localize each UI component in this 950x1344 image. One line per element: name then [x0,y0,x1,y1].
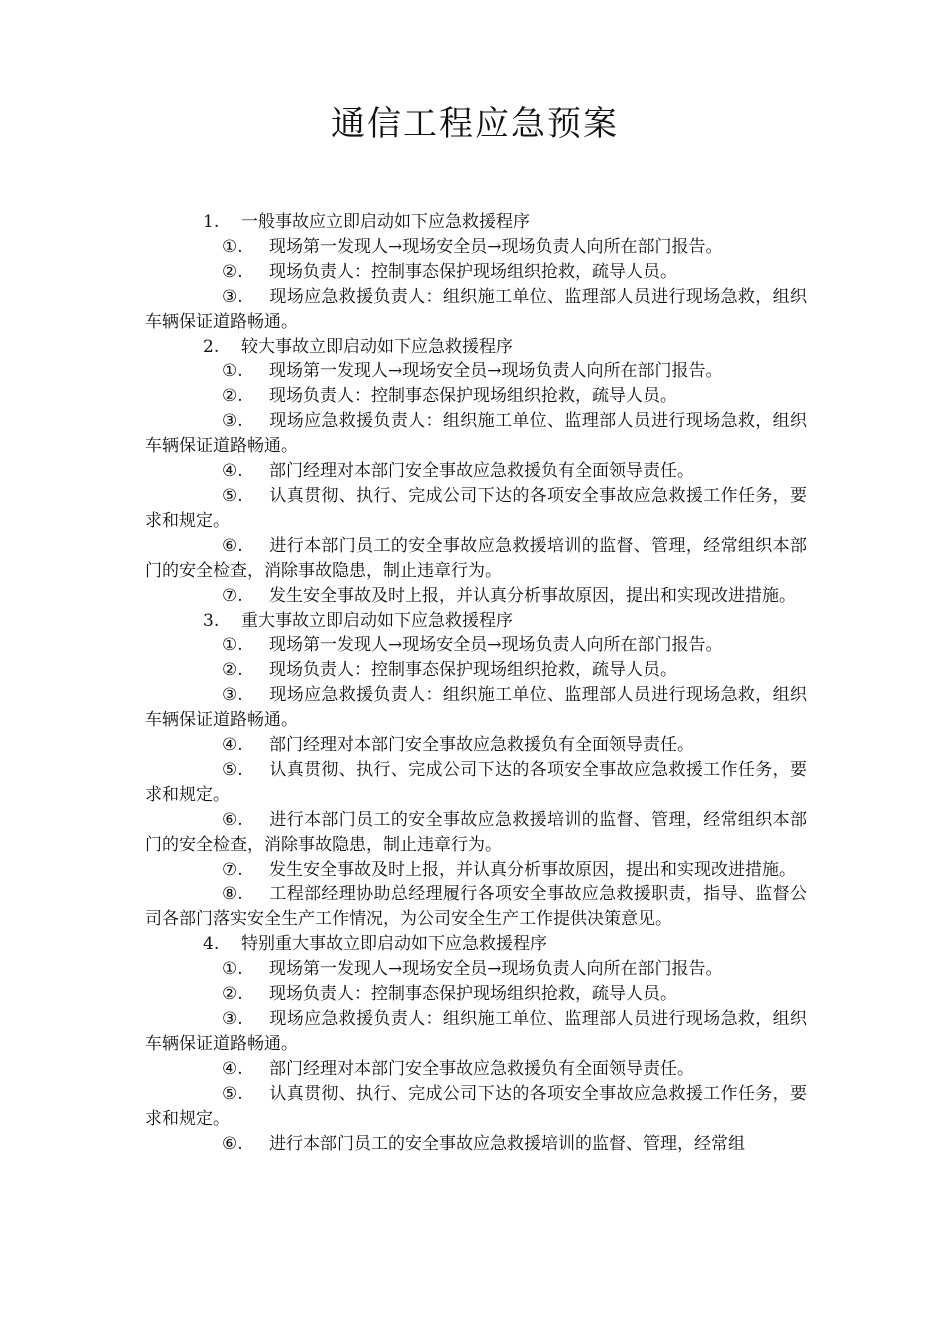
item-text: 部门经理对本部门安全事故应急救援负有全面领导责任。 [269,1058,694,1079]
item-number: ⑥. [222,1133,243,1154]
list-item [145,235,807,260]
section-heading [145,932,807,957]
item-text: 现场第一发现人→现场安全员→现场负责人向所在部门报告。 [269,959,723,980]
document-body [145,210,807,1156]
list-item [145,882,807,932]
section-number: 3. [203,610,220,631]
item-text: 现场第一发现人→现场安全员→现场负责人向所在部门报告。 [269,635,723,656]
item-text: 现场第一发现人→现场安全员→现场负责人向所在部门报告。 [269,236,723,257]
item-number: ④. [222,1058,243,1079]
item-number: ③. [222,685,243,706]
list-item [145,459,807,484]
item-text: 认真贯彻、执行、完成公司下达的各项安全事故应急救援工作任务，要求和规定。 [145,1083,807,1129]
item-number: ⑥. [222,535,243,556]
list-item [145,384,807,409]
list-item [145,733,807,758]
list-item [145,1057,807,1082]
item-text: 工程部经理协助总经理履行各项安全事故应急救援职责，指导、监督公司各部门落实安全生产工作情况，为公司安全生产工作提供决策意见。 [145,884,807,930]
section-heading [145,609,807,634]
item-text: 进行本部门员工的安全事故应急救援培训的监督、管理，经常组织本部门的安全检查，消除事故隐患，制止违章行为。 [145,535,807,581]
item-text: 发生安全事故及时上报，并认真分析事故原因，提出和实现改进措施。 [269,585,796,606]
section-heading-text: 特别重大事故立即启动如下应急救援程序 [241,934,547,955]
item-text: 现场应急救援负责人：组织施工单位、监理部人员进行现场急救，组织车辆保证道路畅通。 [145,411,807,457]
item-number: ⑥. [222,809,243,830]
item-text: 部门经理对本部门安全事故应急救援负有全面领导责任。 [269,461,694,482]
list-item [145,1132,807,1157]
list-item [145,683,807,733]
section-heading-text: 重大事故立即启动如下应急救援程序 [241,610,513,631]
item-text: 现场负责人：控制事态保护现场组织抢救，疏导人员。 [269,660,677,681]
item-text: 进行本部门员工的安全事故应急救援培训的监督、管理，经常组 [269,1133,745,1154]
item-number: ⑦. [222,585,243,606]
item-text: 部门经理对本部门安全事故应急救援负有全面领导责任。 [269,735,694,756]
list-item [145,409,807,459]
item-text: 现场应急救援负责人：组织施工单位、监理部人员进行现场急救，组织车辆保证道路畅通。 [145,1009,807,1054]
item-number: ④. [222,461,243,482]
item-number: ①. [222,959,243,980]
item-number: ③. [222,286,243,307]
item-number: ②. [222,660,243,681]
section-heading-text: 一般事故应立即启动如下应急救援程序 [241,212,530,232]
item-number: ⑦. [222,859,243,880]
section-number: 4. [203,934,220,955]
item-number: ⑤. [222,759,243,780]
list-item [145,808,807,858]
item-text: 现场负责人：控制事态保护现场组织抢救，疏导人员。 [269,386,677,407]
list-item [145,285,807,335]
item-text: 认真贯彻、执行、完成公司下达的各项安全事故应急救援工作任务，要求和规定。 [145,759,807,805]
section-number: 2. [203,336,220,357]
list-item [145,957,807,982]
item-text: 现场负责人：控制事态保护现场组织抢救，疏导人员。 [269,984,677,1005]
list-item [145,982,807,1007]
list-item [145,858,807,883]
item-text: 现场第一发现人→现场安全员→现场负责人向所在部门报告。 [269,361,723,382]
section-heading-text: 较大事故立即启动如下应急救援程序 [241,336,513,357]
list-item [145,1082,807,1132]
section-heading [145,335,807,360]
document-title: 通信工程应急预案 [331,104,619,144]
item-number: ②. [222,984,243,1005]
item-text: 现场应急救援负责人：组织施工单位、监理部人员进行现场急救，组织车辆保证道路畅通。 [145,685,807,731]
list-item [145,534,807,584]
item-number: ①. [222,635,243,656]
item-number: ①. [222,236,243,257]
list-item [145,584,807,609]
list-item [145,1007,807,1057]
list-item [145,260,807,285]
list-item [145,359,807,384]
list-item [145,484,807,534]
item-text: 进行本部门员工的安全事故应急救援培训的监督、管理，经常组织本部门的安全检查，消除事故隐患，制止违章行为。 [145,809,807,855]
item-text: 发生安全事故及时上报，并认真分析事故原因，提出和实现改进措施。 [269,859,796,880]
item-text: 认真贯彻、执行、完成公司下达的各项安全事故应急救援工作任务，要求和规定。 [145,485,807,531]
item-text: 现场负责人：控制事态保护现场组织抢救，疏导人员。 [269,261,677,282]
list-item [145,633,807,658]
list-item [145,758,807,808]
item-number: ③. [222,1009,243,1029]
item-number: ⑤. [222,485,243,506]
list-item [145,658,807,683]
item-number: ②. [222,386,243,407]
item-number: ⑤. [222,1083,243,1104]
section-number: 1. [203,212,220,232]
item-number: ④. [222,735,243,756]
item-number: ①. [222,361,243,382]
item-number: ③. [222,411,243,432]
item-text: 现场应急救援负责人：组织施工单位、监理部人员进行现场急救，组织车辆保证道路畅通。 [145,286,807,332]
item-number: ②. [222,261,243,282]
item-number: ⑧. [222,884,243,905]
section-heading [145,210,807,235]
